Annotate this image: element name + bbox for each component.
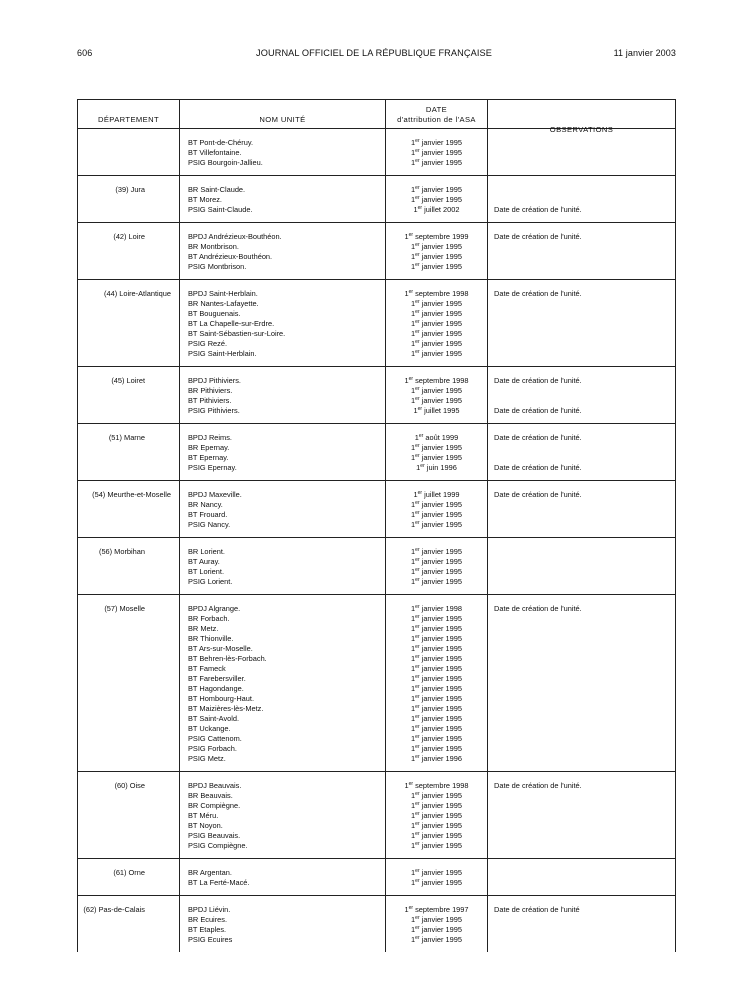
unit-name: BR Argentan. xyxy=(188,868,232,877)
attribution-date: 1er janvier 1996 xyxy=(411,754,462,763)
unit-names-cell xyxy=(180,223,386,280)
attribution-date: 1er juillet 1995 xyxy=(413,406,460,415)
unit-name: BT Frouard. xyxy=(188,510,228,519)
attribution-date: 1er janvier 1995 xyxy=(411,734,462,743)
attribution-date: 1er janvier 1995 xyxy=(411,349,462,358)
unit-name: BT Epernay. xyxy=(188,453,229,462)
attribution-date: 1er janvier 1995 xyxy=(411,242,462,251)
attribution-dates-cell xyxy=(386,424,488,481)
observation-note xyxy=(494,734,675,744)
attribution-date: 1er juillet 2002 xyxy=(413,205,460,214)
attribution-date: 1er janvier 1995 xyxy=(411,878,462,887)
attribution-date: 1er janvier 1995 xyxy=(411,801,462,810)
unit-name: PSIG Epernay. xyxy=(188,463,237,472)
observation-note: Date de création de l'unité. xyxy=(494,205,582,214)
observation-note xyxy=(494,925,675,935)
attribution-date: 1er janvier 1995 xyxy=(411,704,462,713)
unit-name: BT Bouguenais. xyxy=(188,309,241,318)
unit-name: PSIG Compiègne. xyxy=(188,841,248,850)
attribution-date: 1er janvier 1995 xyxy=(411,500,462,509)
observation-note xyxy=(494,185,675,195)
attribution-date: 1er juin 1996 xyxy=(416,463,457,472)
attribution-date: 1er juillet 1999 xyxy=(413,490,460,499)
observation-note xyxy=(494,704,675,714)
attribution-date: 1er janvier 1995 xyxy=(411,138,462,147)
observation-note xyxy=(494,674,675,684)
unit-name: BT Auray. xyxy=(188,557,220,566)
attribution-date: 1er janvier 1995 xyxy=(411,577,462,586)
observation-note xyxy=(494,242,675,252)
attribution-date: 1er janvier 1995 xyxy=(411,329,462,338)
observation-note xyxy=(494,148,675,158)
attribution-date: 1er janvier 1995 xyxy=(411,634,462,643)
observation-note xyxy=(494,195,675,205)
attribution-date: 1er janvier 1995 xyxy=(411,935,462,944)
unit-names-cell xyxy=(180,896,386,953)
attribution-date: 1er janvier 1995 xyxy=(411,195,462,204)
table-row xyxy=(78,772,676,859)
attribution-date: 1er janvier 1995 xyxy=(411,831,462,840)
table-body xyxy=(78,129,676,953)
attribution-date: 1er janvier 1995 xyxy=(411,396,462,405)
observation-note xyxy=(494,577,675,587)
attribution-date: 1er janvier 1995 xyxy=(411,339,462,348)
attribution-date: 1er janvier 1995 xyxy=(411,684,462,693)
unit-name: BT Farebersviller. xyxy=(188,674,246,683)
attribution-date: 1er janvier 1995 xyxy=(411,299,462,308)
unit-names-cell xyxy=(180,424,386,481)
unit-name: PSIG Montbrison. xyxy=(188,262,247,271)
attribution-date: 1er septembre 1998 xyxy=(404,289,469,298)
unit-name: BT Saint-Sébastien-sur-Loire. xyxy=(188,329,286,338)
departement-cell: (51) Marne xyxy=(78,424,180,481)
observations-cell xyxy=(488,538,676,595)
unit-name: PSIG Pithiviers. xyxy=(188,406,240,415)
attribution-date: 1er janvier 1995 xyxy=(411,791,462,800)
unit-name: BPDJ Andrézieux-Bouthéon. xyxy=(188,232,282,241)
issue-date: 11 janvier 2003 xyxy=(613,48,676,58)
table-row xyxy=(78,424,676,481)
observation-note xyxy=(494,634,675,644)
observations-cell xyxy=(488,896,676,953)
unit-name: BT Etaples. xyxy=(188,925,227,934)
observation-note xyxy=(494,158,675,168)
attribution-date: 1er janvier 1995 xyxy=(411,714,462,723)
observation-note xyxy=(494,935,675,945)
attribution-date: 1er janvier 1995 xyxy=(411,443,462,452)
observation-note: Date de création de l'unité xyxy=(494,905,580,914)
unit-name: BT La Chapelle-sur-Erdre. xyxy=(188,319,275,328)
attribution-date: 1er janvier 1995 xyxy=(411,694,462,703)
attribution-date: 1er janvier 1995 xyxy=(411,158,462,167)
unit-name: BPDJ Liévin. xyxy=(188,905,231,914)
unit-name: BT Hombourg-Haut. xyxy=(188,694,254,703)
unit-name: BT Hagondange. xyxy=(188,684,244,693)
attribution-dates-cell xyxy=(386,772,488,859)
unit-name: PSIG Bourgoin-Jallieu. xyxy=(188,158,263,167)
unit-name: PSIG Ecuires xyxy=(188,935,233,944)
attribution-date: 1er janvier 1995 xyxy=(411,841,462,850)
unit-name: BPDJ Beauvais. xyxy=(188,781,242,790)
unit-names-cell xyxy=(180,595,386,772)
unit-name: BT Pithiviers. xyxy=(188,396,232,405)
observation-note xyxy=(494,500,675,510)
departement-cell: (56) Morbihan xyxy=(78,538,180,595)
unit-name: PSIG Saint-Herblain. xyxy=(188,349,257,358)
observation-note xyxy=(494,714,675,724)
attribution-date: 1er janvier 1995 xyxy=(411,520,462,529)
col-header-nom-unite: NOM UNITÉ xyxy=(180,100,386,129)
departement-cell: (44) Loire-Atlantique xyxy=(78,280,180,367)
observation-note xyxy=(494,878,675,888)
unit-name: BT Saint-Avold. xyxy=(188,714,240,723)
observations-cell xyxy=(488,176,676,223)
page-number: 606 xyxy=(77,48,93,58)
table-row xyxy=(78,595,676,772)
observations-cell xyxy=(488,424,676,481)
observation-note xyxy=(494,252,675,262)
observation-note xyxy=(494,664,675,674)
unit-name: BT Andrézieux-Bouthéon. xyxy=(188,252,273,261)
observation-note xyxy=(494,791,675,801)
observation-note xyxy=(494,694,675,704)
unit-name: BT Pont-de-Chéruy. xyxy=(188,138,254,147)
attribution-date: 1er septembre 1998 xyxy=(404,781,469,790)
observation-note: Date de création de l'unité. xyxy=(494,232,582,241)
observation-note: Date de création de l'unité. xyxy=(494,490,582,499)
attribution-date: 1er janvier 1995 xyxy=(411,453,462,462)
unit-name: BT Villefontaine. xyxy=(188,148,242,157)
unit-name: BR Lorient. xyxy=(188,547,225,556)
unit-name: BPDJ Pithiviers. xyxy=(188,376,241,385)
observation-note xyxy=(494,309,675,319)
observation-note xyxy=(494,811,675,821)
departement-cell: (57) Moselle xyxy=(78,595,180,772)
unit-name: PSIG Saint-Claude. xyxy=(188,205,253,214)
col-header-observations: OBSERVATIONS xyxy=(488,100,676,129)
attribution-date: 1er janvier 1995 xyxy=(411,624,462,633)
unit-name: BT Maizières-lès-Metz. xyxy=(188,704,264,713)
table-row xyxy=(78,129,676,176)
attribution-dates-cell xyxy=(386,176,488,223)
observation-note: Date de création de l'unité. xyxy=(494,289,582,298)
observations-cell xyxy=(488,481,676,538)
table-row xyxy=(78,176,676,223)
observation-note xyxy=(494,567,675,577)
observation-note xyxy=(494,510,675,520)
departement-cell: (62) Pas-de-Calais xyxy=(78,896,180,953)
attribution-date: 1er janvier 1998 xyxy=(411,604,462,613)
unit-name: BR Pithiviers. xyxy=(188,386,233,395)
table-row xyxy=(78,859,676,896)
observation-note: Date de création de l'unité. xyxy=(494,781,582,790)
attribution-date: 1er janvier 1995 xyxy=(411,262,462,271)
attribution-date: 1er janvier 1995 xyxy=(411,185,462,194)
unit-name: PSIG Rezé. xyxy=(188,339,228,348)
unit-name: BR Compiègne. xyxy=(188,801,241,810)
attribution-date: 1er janvier 1995 xyxy=(411,547,462,556)
unit-name: BR Ecuires. xyxy=(188,915,228,924)
observations-cell xyxy=(488,223,676,280)
departement-cell: (45) Loiret xyxy=(78,367,180,424)
attribution-date: 1er janvier 1995 xyxy=(411,309,462,318)
observation-note xyxy=(494,386,675,396)
observation-note xyxy=(494,821,675,831)
unit-names-cell xyxy=(180,176,386,223)
observation-note: Date de création de l'unité. xyxy=(494,376,582,385)
observation-note: Date de création de l'unité. xyxy=(494,463,582,472)
unit-names-cell xyxy=(180,772,386,859)
observation-note xyxy=(494,396,675,406)
unit-name: BR Nancy. xyxy=(188,500,223,509)
table-row xyxy=(78,280,676,367)
observations-cell xyxy=(488,772,676,859)
attribution-dates-cell xyxy=(386,896,488,953)
attribution-date: 1er janvier 1995 xyxy=(411,614,462,623)
unit-name: BT Méru. xyxy=(188,811,219,820)
unit-name: BT La Ferté-Macé. xyxy=(188,878,250,887)
observation-note xyxy=(494,841,675,851)
unit-name: BT Behren-lès-Forbach. xyxy=(188,654,267,663)
observation-note xyxy=(494,915,675,925)
observation-note: Date de création de l'unité. xyxy=(494,604,582,613)
observation-note xyxy=(494,547,675,557)
attribution-date: 1er septembre 1999 xyxy=(404,232,469,241)
attribution-dates-cell xyxy=(386,129,488,176)
attribution-date: 1er janvier 1995 xyxy=(411,724,462,733)
observation-note xyxy=(494,299,675,309)
attribution-date: 1er janvier 1995 xyxy=(411,644,462,653)
unit-names-cell xyxy=(180,481,386,538)
table-row xyxy=(78,223,676,280)
observations-cell xyxy=(488,367,676,424)
observation-note xyxy=(494,319,675,329)
unit-names-cell xyxy=(180,538,386,595)
observation-note xyxy=(494,443,675,453)
attribution-date: 1er janvier 1995 xyxy=(411,821,462,830)
observation-note xyxy=(494,329,675,339)
departement-cell xyxy=(78,129,180,176)
attribution-date: 1er septembre 1997 xyxy=(404,905,469,914)
unit-names-cell xyxy=(180,367,386,424)
observations-cell xyxy=(488,595,676,772)
attribution-dates-cell xyxy=(386,367,488,424)
attribution-dates-cell xyxy=(386,538,488,595)
attribution-date: 1er janvier 1995 xyxy=(411,148,462,157)
unit-name: BT Noyon. xyxy=(188,821,223,830)
attribution-date: 1er janvier 1995 xyxy=(411,510,462,519)
unit-names-cell xyxy=(180,129,386,176)
attribution-date: 1er janvier 1995 xyxy=(411,386,462,395)
attribution-date: 1er janvier 1995 xyxy=(411,319,462,328)
unit-name: BR Epernay. xyxy=(188,443,230,452)
attribution-date: 1er septembre 1998 xyxy=(404,376,469,385)
unit-name: BR Saint-Claude. xyxy=(188,185,246,194)
unit-name: PSIG Beauvais. xyxy=(188,831,241,840)
departement-cell: (42) Loire xyxy=(78,223,180,280)
observation-note xyxy=(494,262,675,272)
unit-name: BR Beauvais. xyxy=(188,791,233,800)
unit-name: BR Thionville. xyxy=(188,634,234,643)
observation-note xyxy=(494,614,675,624)
observation-note: Date de création de l'unité. xyxy=(494,433,582,442)
attribution-dates-cell xyxy=(386,481,488,538)
observation-note xyxy=(494,624,675,634)
table-row xyxy=(78,538,676,595)
table-row xyxy=(78,481,676,538)
attribution-date: 1er janvier 1995 xyxy=(411,915,462,924)
unit-names-cell xyxy=(180,859,386,896)
unit-name: BPDJ Saint-Herblain. xyxy=(188,289,258,298)
unit-name: PSIG Nancy. xyxy=(188,520,231,529)
col-header-departement: DÉPARTEMENT xyxy=(78,100,180,129)
attribution-date: 1er août 1999 xyxy=(414,433,459,442)
departement-cell: (60) Oise xyxy=(78,772,180,859)
attribution-date: 1er janvier 1995 xyxy=(411,557,462,566)
attribution-dates-cell xyxy=(386,223,488,280)
attribution-dates-cell xyxy=(386,595,488,772)
observation-note xyxy=(494,349,675,359)
attribution-date: 1er janvier 1995 xyxy=(411,925,462,934)
unit-name: BR Montbrison. xyxy=(188,242,239,251)
col-header-date: DATE d'attribution de l'ASA xyxy=(386,100,488,129)
unit-name: BPDJ Maxeville. xyxy=(188,490,242,499)
unit-name: PSIG Forbach. xyxy=(188,744,237,753)
observation-note xyxy=(494,654,675,664)
observations-cell xyxy=(488,280,676,367)
observation-note xyxy=(494,754,675,764)
attribution-date: 1er janvier 1995 xyxy=(411,664,462,673)
observations-cell xyxy=(488,859,676,896)
unit-name: BT Morez. xyxy=(188,195,222,204)
attribution-date: 1er janvier 1995 xyxy=(411,744,462,753)
attribution-date: 1er janvier 1995 xyxy=(411,567,462,576)
departement-cell: (54) Meurthe-et-Moselle xyxy=(78,481,180,538)
attribution-dates-cell xyxy=(386,280,488,367)
attribution-date: 1er janvier 1995 xyxy=(411,674,462,683)
unit-name: BR Nantes-Lafayette. xyxy=(188,299,259,308)
attribution-date: 1er janvier 1995 xyxy=(411,868,462,877)
units-table xyxy=(77,99,676,952)
observation-note xyxy=(494,831,675,841)
table-row xyxy=(78,896,676,953)
unit-name: PSIG Cattenom. xyxy=(188,734,242,743)
unit-name: BR Forbach. xyxy=(188,614,230,623)
unit-name: BT Fameck xyxy=(188,664,226,673)
attribution-date: 1er janvier 1995 xyxy=(411,252,462,261)
unit-name: PSIG Lorient. xyxy=(188,577,233,586)
unit-names-cell xyxy=(180,280,386,367)
unit-name: PSIG Metz. xyxy=(188,754,226,763)
observation-note xyxy=(494,557,675,567)
departement-cell: (39) Jura xyxy=(78,176,180,223)
observations-cell xyxy=(488,129,676,176)
observation-note xyxy=(494,801,675,811)
attribution-date: 1er janvier 1995 xyxy=(411,811,462,820)
table-row xyxy=(78,367,676,424)
observation-note xyxy=(494,868,675,878)
unit-name: BT Uckange. xyxy=(188,724,231,733)
observation-note xyxy=(494,644,675,654)
observation-note xyxy=(494,744,675,754)
observation-note xyxy=(494,453,675,463)
unit-name: BT Lorient. xyxy=(188,567,225,576)
observation-note: Date de création de l'unité. xyxy=(494,406,582,415)
observation-note xyxy=(494,339,675,349)
observation-note xyxy=(494,520,675,530)
unit-name: BPDJ Reims. xyxy=(188,433,232,442)
table-header-row xyxy=(78,100,676,129)
unit-name: BPDJ Algrange. xyxy=(188,604,241,613)
unit-name: BT Ars-sur-Moselle. xyxy=(188,644,253,653)
unit-name: BR Metz. xyxy=(188,624,219,633)
attribution-date: 1er janvier 1995 xyxy=(411,654,462,663)
departement-cell: (61) Orne xyxy=(78,859,180,896)
observation-note xyxy=(494,138,675,148)
observation-note xyxy=(494,724,675,734)
attribution-dates-cell xyxy=(386,859,488,896)
journal-title: JOURNAL OFFICIEL DE LA RÉPUBLIQUE FRANÇAISE xyxy=(256,48,492,58)
observation-note xyxy=(494,684,675,694)
